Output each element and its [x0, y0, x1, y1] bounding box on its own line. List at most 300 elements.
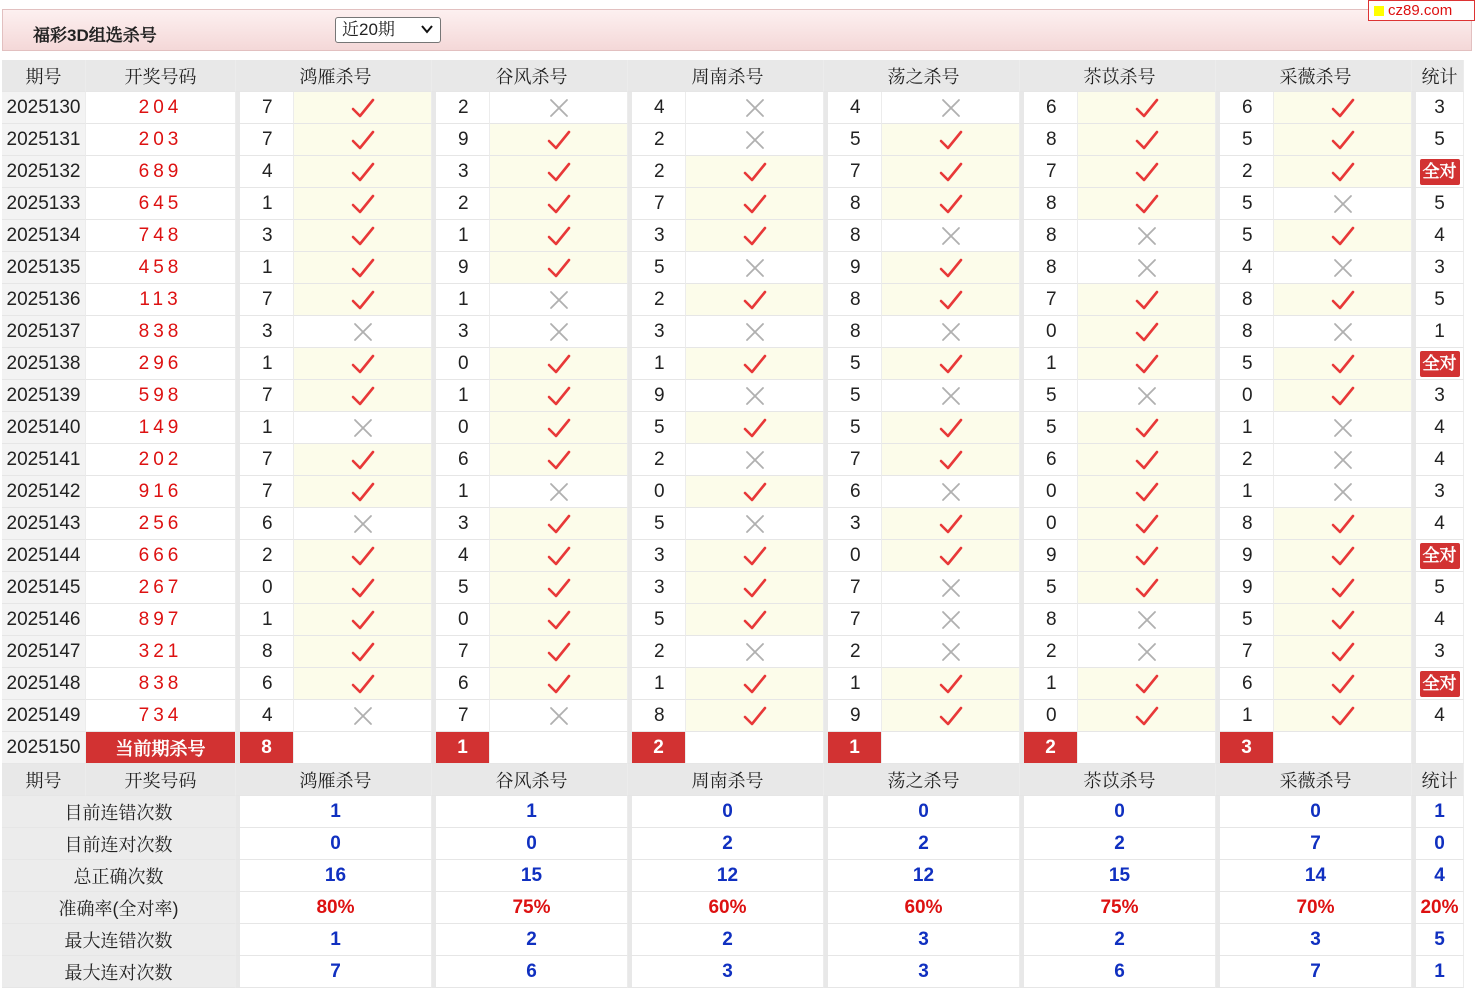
- kill-number-cell: 5: [1220, 220, 1274, 252]
- hit-mark-cell: [294, 604, 432, 636]
- check-icon: [938, 129, 964, 151]
- cross-icon: [742, 449, 768, 471]
- kill-number-cell: 1: [1024, 668, 1078, 700]
- table-row: [2, 508, 1464, 540]
- current-kill-label: 当前期杀号: [86, 732, 236, 764]
- kill-number-cell: 9: [436, 252, 490, 284]
- header-predictor-5: 苶苡杀号: [1024, 764, 1216, 796]
- summary-value: 7: [1220, 956, 1412, 988]
- cross-icon: [350, 417, 376, 439]
- kill-number-cell: 0: [436, 412, 490, 444]
- miss-mark-cell: [882, 220, 1020, 252]
- current-period-row: [2, 732, 1464, 764]
- issue-cell: 2025142: [2, 476, 86, 508]
- header-issue: 期号: [2, 764, 86, 796]
- kill-number-cell: 8: [1024, 124, 1078, 156]
- stat-cell: [1416, 668, 1464, 700]
- header-predictor-6: 采薇杀号: [1220, 764, 1412, 796]
- summary-stat-value: 1: [1416, 796, 1464, 828]
- issue-cell: 2025143: [2, 508, 86, 540]
- hit-mark-cell: [1078, 316, 1216, 348]
- hit-mark-cell: [1078, 508, 1216, 540]
- hit-mark-cell: [1078, 476, 1216, 508]
- check-icon: [1330, 129, 1356, 151]
- kill-number-cell: 5: [436, 572, 490, 604]
- cross-icon: [350, 705, 376, 727]
- stat-cell: 4: [1416, 508, 1464, 540]
- miss-mark-cell: [1078, 252, 1216, 284]
- issue-cell: 2025139: [2, 380, 86, 412]
- hit-mark-cell: [882, 700, 1020, 732]
- hit-mark-cell: [882, 508, 1020, 540]
- kill-number-cell: 8: [1024, 252, 1078, 284]
- kill-number-cell: 7: [632, 188, 686, 220]
- kill-number-cell: 7: [828, 604, 882, 636]
- miss-mark-cell: [882, 380, 1020, 412]
- summary-label: 最大连错次数: [2, 924, 236, 956]
- issue-cell: 2025135: [2, 252, 86, 284]
- cross-icon: [938, 321, 964, 343]
- kill-number-cell: 2: [632, 156, 686, 188]
- summary-value: 3: [828, 956, 1020, 988]
- summary-value: 0: [1220, 796, 1412, 828]
- check-icon: [546, 545, 572, 567]
- kill-number-cell: 2: [632, 636, 686, 668]
- watermark-text: cz89.com: [1388, 2, 1453, 19]
- kill-number-cell: 5: [632, 508, 686, 540]
- cross-icon: [1134, 225, 1160, 247]
- miss-mark-cell: [1078, 636, 1216, 668]
- cross-icon: [350, 513, 376, 535]
- issue-cell: 2025138: [2, 348, 86, 380]
- draw-number-cell: 897: [86, 604, 236, 636]
- header-predictor-3: 周南杀号: [632, 60, 824, 92]
- issue-cell: 2025140: [2, 412, 86, 444]
- cross-icon: [1330, 481, 1356, 503]
- kill-number-cell: 4: [436, 540, 490, 572]
- miss-mark-cell: [882, 636, 1020, 668]
- table-row: [2, 92, 1464, 124]
- kill-number-cell: 1: [632, 668, 686, 700]
- all-correct-badge: 全对: [1420, 351, 1460, 377]
- draw-number-cell: 204: [86, 92, 236, 124]
- stat-cell: 4: [1416, 604, 1464, 636]
- check-icon: [938, 193, 964, 215]
- cross-icon: [1330, 257, 1356, 279]
- table-row: [2, 700, 1464, 732]
- summary-value: 0: [436, 828, 628, 860]
- summary-value: 2: [1024, 828, 1216, 860]
- draw-number-cell: 321: [86, 636, 236, 668]
- stat-cell: 5: [1416, 572, 1464, 604]
- hit-mark-cell: [882, 540, 1020, 572]
- table-row: [2, 668, 1464, 700]
- check-icon: [938, 257, 964, 279]
- draw-number-cell: 113: [86, 284, 236, 316]
- check-icon: [742, 609, 768, 631]
- kill-number-cell: 9: [828, 700, 882, 732]
- stat-cell: 1: [1416, 316, 1464, 348]
- kill-number-cell: 6: [1024, 444, 1078, 476]
- kill-number-cell: 1: [828, 668, 882, 700]
- stat-cell: 3: [1416, 380, 1464, 412]
- summary-label: 最大连对次数: [2, 956, 236, 988]
- kill-number-cell: 7: [1220, 636, 1274, 668]
- kill-number-cell: 7: [436, 700, 490, 732]
- check-icon: [546, 161, 572, 183]
- hit-mark-cell: [490, 412, 628, 444]
- summary-value: 1: [436, 796, 628, 828]
- kill-number-cell: 1: [436, 476, 490, 508]
- kill-number-cell: 5: [828, 124, 882, 156]
- kill-number-cell: 9: [828, 252, 882, 284]
- kill-number-cell: 7: [240, 92, 294, 124]
- cross-icon: [742, 641, 768, 663]
- current-empty-cell: [1078, 732, 1216, 764]
- check-icon: [350, 577, 376, 599]
- hit-mark-cell: [1078, 124, 1216, 156]
- check-icon: [1134, 481, 1160, 503]
- summary-value: 6: [436, 956, 628, 988]
- kill-number-cell: 2: [1220, 444, 1274, 476]
- table-row: [2, 188, 1464, 220]
- summary-value: 15: [436, 860, 628, 892]
- kill-number-cell: 3: [632, 316, 686, 348]
- kill-number-table: [2, 60, 1464, 988]
- cross-icon: [938, 385, 964, 407]
- draw-number-cell: 296: [86, 348, 236, 380]
- hit-mark-cell: [1274, 92, 1412, 124]
- kill-number-cell: 8: [1220, 508, 1274, 540]
- check-icon: [742, 225, 768, 247]
- hit-mark-cell: [294, 92, 432, 124]
- cross-icon: [1330, 321, 1356, 343]
- hit-mark-cell: [294, 444, 432, 476]
- hit-mark-cell: [686, 284, 824, 316]
- header-number: 开奖号码: [86, 764, 236, 796]
- kill-number-cell: 2: [632, 444, 686, 476]
- check-icon: [1134, 129, 1160, 151]
- kill-number-cell: 0: [240, 572, 294, 604]
- check-icon: [350, 225, 376, 247]
- table-row: [2, 220, 1464, 252]
- check-icon: [350, 481, 376, 503]
- draw-number-cell: 267: [86, 572, 236, 604]
- kill-number-cell: 8: [1024, 220, 1078, 252]
- kill-number-cell: 0: [1024, 476, 1078, 508]
- header-number: 开奖号码: [86, 60, 236, 92]
- kill-number-cell: 2: [240, 540, 294, 572]
- summary-stat-value: 5: [1416, 924, 1464, 956]
- hit-mark-cell: [294, 572, 432, 604]
- summary-value: 3: [828, 924, 1020, 956]
- summary-value: 15: [1024, 860, 1216, 892]
- check-icon: [938, 705, 964, 727]
- table-row: [2, 124, 1464, 156]
- check-icon: [1330, 225, 1356, 247]
- hit-mark-cell: [1078, 188, 1216, 220]
- summary-value: 1: [240, 924, 432, 956]
- check-icon: [546, 641, 572, 663]
- hit-mark-cell: [294, 188, 432, 220]
- table-row: [2, 476, 1464, 508]
- hit-mark-cell: [882, 188, 1020, 220]
- miss-mark-cell: [1274, 476, 1412, 508]
- issue-cell: 2025149: [2, 700, 86, 732]
- check-icon: [1134, 193, 1160, 215]
- miss-mark-cell: [686, 444, 824, 476]
- miss-mark-cell: [882, 604, 1020, 636]
- kill-number-cell: 5: [828, 380, 882, 412]
- kill-number-cell: 5: [1220, 348, 1274, 380]
- check-icon: [1134, 673, 1160, 695]
- summary-value: 12: [828, 860, 1020, 892]
- kill-number-cell: 4: [1220, 252, 1274, 284]
- kill-number-cell: 8: [1024, 604, 1078, 636]
- kill-number-cell: 6: [1220, 92, 1274, 124]
- check-icon: [1330, 641, 1356, 663]
- hit-mark-cell: [882, 124, 1020, 156]
- issue-cell: 2025131: [2, 124, 86, 156]
- check-icon: [1134, 577, 1160, 599]
- summary-value: 0: [240, 828, 432, 860]
- site-watermark[interactable]: [1368, 0, 1475, 21]
- hit-mark-cell: [294, 220, 432, 252]
- draw-number-cell: 838: [86, 316, 236, 348]
- hit-mark-cell: [1274, 668, 1412, 700]
- kill-number-cell: 4: [828, 92, 882, 124]
- kill-number-cell: 3: [632, 220, 686, 252]
- hit-mark-cell: [1078, 348, 1216, 380]
- kill-number-cell: 1: [240, 604, 294, 636]
- kill-number-cell: 7: [828, 444, 882, 476]
- cross-icon: [742, 257, 768, 279]
- summary-value: 3: [1220, 924, 1412, 956]
- cross-icon: [938, 609, 964, 631]
- cross-icon: [546, 97, 572, 119]
- watermark-square-icon: [1374, 6, 1384, 16]
- issue-cell: 2025145: [2, 572, 86, 604]
- cross-icon: [938, 641, 964, 663]
- summary-value: 7: [1220, 828, 1412, 860]
- kill-number-cell: 8: [1220, 284, 1274, 316]
- check-icon: [1330, 673, 1356, 695]
- check-icon: [350, 673, 376, 695]
- kill-number-cell: 8: [240, 636, 294, 668]
- hit-mark-cell: [686, 540, 824, 572]
- check-icon: [1134, 545, 1160, 567]
- cross-icon: [546, 705, 572, 727]
- kill-number-cell: 0: [1220, 380, 1274, 412]
- chevron-down-icon: [420, 22, 434, 36]
- summary-row: [2, 956, 1464, 988]
- check-icon: [1134, 513, 1160, 535]
- check-icon: [1330, 609, 1356, 631]
- miss-mark-cell: [882, 92, 1020, 124]
- kill-number-cell: 1: [240, 188, 294, 220]
- kill-number-cell: 9: [632, 380, 686, 412]
- kill-number-cell: 7: [1024, 284, 1078, 316]
- header-predictor-1: 鸿雁杀号: [240, 60, 432, 92]
- miss-mark-cell: [1274, 252, 1412, 284]
- summary-value: 2: [632, 828, 824, 860]
- kill-number-cell: 6: [1220, 668, 1274, 700]
- summary-label: 目前连对次数: [2, 828, 236, 860]
- kill-number-cell: 8: [828, 284, 882, 316]
- kill-number-cell: 7: [828, 572, 882, 604]
- kill-number-cell: 2: [1024, 636, 1078, 668]
- kill-number-cell: 1: [1220, 476, 1274, 508]
- kill-number-cell: 5: [1024, 380, 1078, 412]
- kill-number-cell: 1: [240, 348, 294, 380]
- hit-mark-cell: [1274, 124, 1412, 156]
- stat-cell: 5: [1416, 284, 1464, 316]
- summary-value: 80%: [240, 892, 432, 924]
- miss-mark-cell: [686, 92, 824, 124]
- kill-number-cell: 9: [436, 124, 490, 156]
- hit-mark-cell: [294, 284, 432, 316]
- table-row: [2, 348, 1464, 380]
- draw-number-cell: 666: [86, 540, 236, 572]
- draw-number-cell: 689: [86, 156, 236, 188]
- kill-number-cell: 2: [632, 124, 686, 156]
- cross-icon: [1134, 609, 1160, 631]
- cross-icon: [938, 97, 964, 119]
- miss-mark-cell: [490, 316, 628, 348]
- check-icon: [938, 417, 964, 439]
- stat-cell: 4: [1416, 220, 1464, 252]
- hit-mark-cell: [490, 220, 628, 252]
- draw-number-cell: 458: [86, 252, 236, 284]
- kill-number-cell: 8: [1024, 188, 1078, 220]
- check-icon: [742, 193, 768, 215]
- stat-cell: [1416, 348, 1464, 380]
- issue-cell: 2025144: [2, 540, 86, 572]
- summary-row: [2, 796, 1464, 828]
- miss-mark-cell: [686, 124, 824, 156]
- draw-number-cell: 598: [86, 380, 236, 412]
- check-icon: [742, 545, 768, 567]
- miss-mark-cell: [294, 700, 432, 732]
- summary-row: [2, 924, 1464, 956]
- summary-row: [2, 828, 1464, 860]
- kill-number-cell: 8: [828, 188, 882, 220]
- miss-mark-cell: [1274, 444, 1412, 476]
- header-predictor-5: 苶苡杀号: [1024, 60, 1216, 92]
- check-icon: [1134, 97, 1160, 119]
- check-icon: [1134, 353, 1160, 375]
- cross-icon: [1330, 193, 1356, 215]
- hit-mark-cell: [1078, 668, 1216, 700]
- miss-mark-cell: [686, 252, 824, 284]
- cross-icon: [1134, 385, 1160, 407]
- check-icon: [546, 673, 572, 695]
- header-predictor-4: 荡之杀号: [828, 60, 1020, 92]
- hit-mark-cell: [1078, 540, 1216, 572]
- header-predictor-1: 鸿雁杀号: [240, 764, 432, 796]
- hit-mark-cell: [686, 604, 824, 636]
- table-row: [2, 412, 1464, 444]
- kill-number-cell: 5: [1024, 572, 1078, 604]
- hit-mark-cell: [1078, 572, 1216, 604]
- stat-cell: 5: [1416, 188, 1464, 220]
- stat-cell: 4: [1416, 444, 1464, 476]
- summary-value: 70%: [1220, 892, 1412, 924]
- check-icon: [938, 673, 964, 695]
- kill-number-cell: 3: [632, 572, 686, 604]
- kill-number-cell: 8: [632, 700, 686, 732]
- check-icon: [742, 577, 768, 599]
- period-select[interactable]: [335, 17, 441, 43]
- kill-number-cell: 3: [828, 508, 882, 540]
- check-icon: [742, 417, 768, 439]
- check-icon: [350, 257, 376, 279]
- check-icon: [938, 353, 964, 375]
- kill-number-cell: 7: [240, 284, 294, 316]
- issue-cell: 2025136: [2, 284, 86, 316]
- hit-mark-cell: [294, 380, 432, 412]
- check-icon: [350, 353, 376, 375]
- miss-mark-cell: [1274, 316, 1412, 348]
- kill-number-cell: 1: [632, 348, 686, 380]
- cross-icon: [742, 129, 768, 151]
- miss-mark-cell: [686, 508, 824, 540]
- check-icon: [546, 385, 572, 407]
- hit-mark-cell: [1078, 92, 1216, 124]
- check-icon: [546, 353, 572, 375]
- check-icon: [546, 225, 572, 247]
- check-icon: [546, 577, 572, 599]
- kill-number-cell: 5: [1220, 124, 1274, 156]
- hit-mark-cell: [1274, 636, 1412, 668]
- period-select-value: 近20期: [342, 20, 395, 39]
- miss-mark-cell: [294, 316, 432, 348]
- header-predictor-2: 谷风杀号: [436, 60, 628, 92]
- kill-number-cell: 0: [828, 540, 882, 572]
- summary-value: 1: [240, 796, 432, 828]
- stat-cell: 3: [1416, 92, 1464, 124]
- hit-mark-cell: [1274, 156, 1412, 188]
- kill-number-cell: 1: [1220, 412, 1274, 444]
- hit-mark-cell: [686, 476, 824, 508]
- kill-number-cell: 1: [240, 252, 294, 284]
- check-icon: [938, 161, 964, 183]
- kill-number-cell: 5: [632, 604, 686, 636]
- miss-mark-cell: [882, 316, 1020, 348]
- check-icon: [1134, 321, 1160, 343]
- table-row: [2, 252, 1464, 284]
- kill-number-cell: 1: [436, 284, 490, 316]
- kill-number-cell: 0: [436, 348, 490, 380]
- check-icon: [1330, 161, 1356, 183]
- check-icon: [350, 193, 376, 215]
- kill-number-cell: 5: [828, 348, 882, 380]
- check-icon: [350, 609, 376, 631]
- issue-cell: 2025137: [2, 316, 86, 348]
- hit-mark-cell: [882, 444, 1020, 476]
- stat-cell: 4: [1416, 412, 1464, 444]
- summary-value: 6: [1024, 956, 1216, 988]
- table-row: [2, 316, 1464, 348]
- check-icon: [938, 289, 964, 311]
- kill-number-cell: 2: [436, 188, 490, 220]
- kill-number-cell: 5: [1220, 188, 1274, 220]
- hit-mark-cell: [490, 156, 628, 188]
- check-icon: [546, 609, 572, 631]
- issue-cell: 2025132: [2, 156, 86, 188]
- page-header: [2, 9, 1472, 51]
- miss-mark-cell: [686, 316, 824, 348]
